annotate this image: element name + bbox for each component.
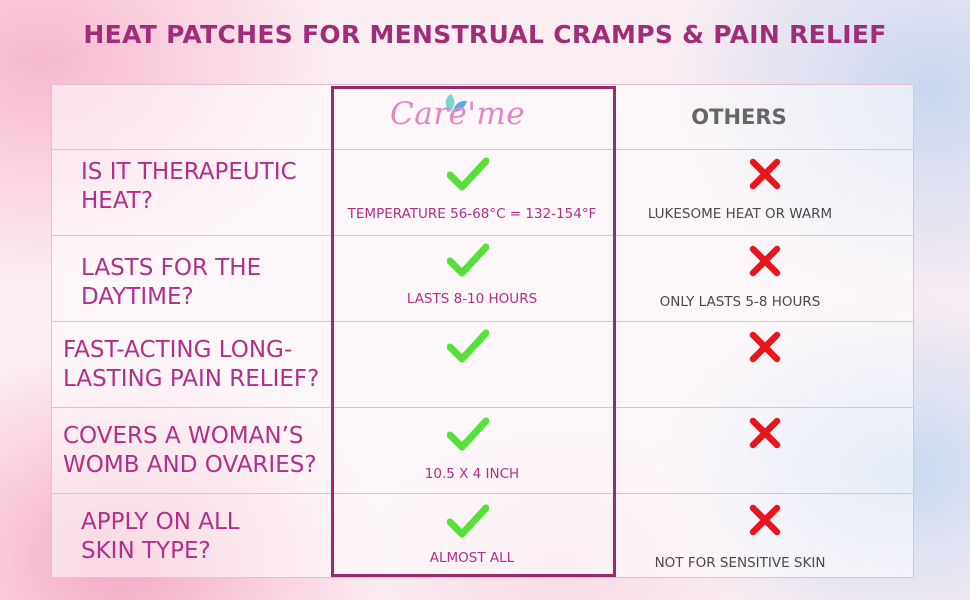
- question-1: [81, 158, 297, 216]
- careme-caption: LASTS 8-10 HOURS: [406, 291, 538, 307]
- x-mark-icon: [748, 503, 782, 537]
- check-mark-icon: [447, 156, 489, 192]
- careme-caption: ALMOST ALL: [429, 550, 515, 566]
- page-title: HEAT PATCHES FOR MENSTRUAL CRAMPS & PAIN RELIEF: [83, 20, 887, 49]
- question-line: DAYTIME?: [81, 284, 194, 310]
- question-line: COVERS A WOMAN’S: [63, 423, 304, 449]
- x-mark-icon: [748, 330, 782, 364]
- question-4: [63, 422, 317, 480]
- others-caption: LUKESOME HEAT OR WARM: [647, 206, 833, 222]
- others-caption: ONLY LASTS 5-8 HOURS: [659, 294, 821, 310]
- check-mark-icon: [447, 328, 489, 364]
- question-line: LASTS FOR THE: [81, 255, 262, 281]
- question-line: APPLY ON ALL: [81, 509, 240, 535]
- careme-caption: TEMPERATURE 56-68°C = 132-154°F: [347, 206, 597, 222]
- check-mark-icon: [447, 242, 489, 278]
- question-line: WOMB AND OVARIES?: [63, 452, 317, 478]
- question-line: LASTING PAIN RELIEF?: [63, 366, 320, 392]
- question-3: [63, 336, 319, 394]
- question-line: IS IT THERAPEUTIC: [81, 159, 297, 185]
- others-column-header: OTHERS: [691, 105, 787, 129]
- question-line: SKIN TYPE?: [81, 538, 211, 564]
- x-mark-icon: [748, 244, 782, 278]
- x-mark-icon: [748, 416, 782, 450]
- question-5: [81, 508, 240, 566]
- others-caption: NOT FOR SENSITIVE SKIN: [654, 555, 826, 571]
- careme-logo: [340, 92, 555, 146]
- question-2: [81, 254, 261, 312]
- question-line: HEAT?: [81, 188, 154, 214]
- question-line: FAST-ACTING LONG-: [63, 337, 293, 363]
- check-mark-icon: [447, 416, 489, 452]
- logo-text: Care'me: [390, 96, 526, 132]
- x-mark-icon: [748, 157, 782, 191]
- careme-caption: 10.5 X 4 INCH: [424, 466, 520, 482]
- check-mark-icon: [447, 503, 489, 539]
